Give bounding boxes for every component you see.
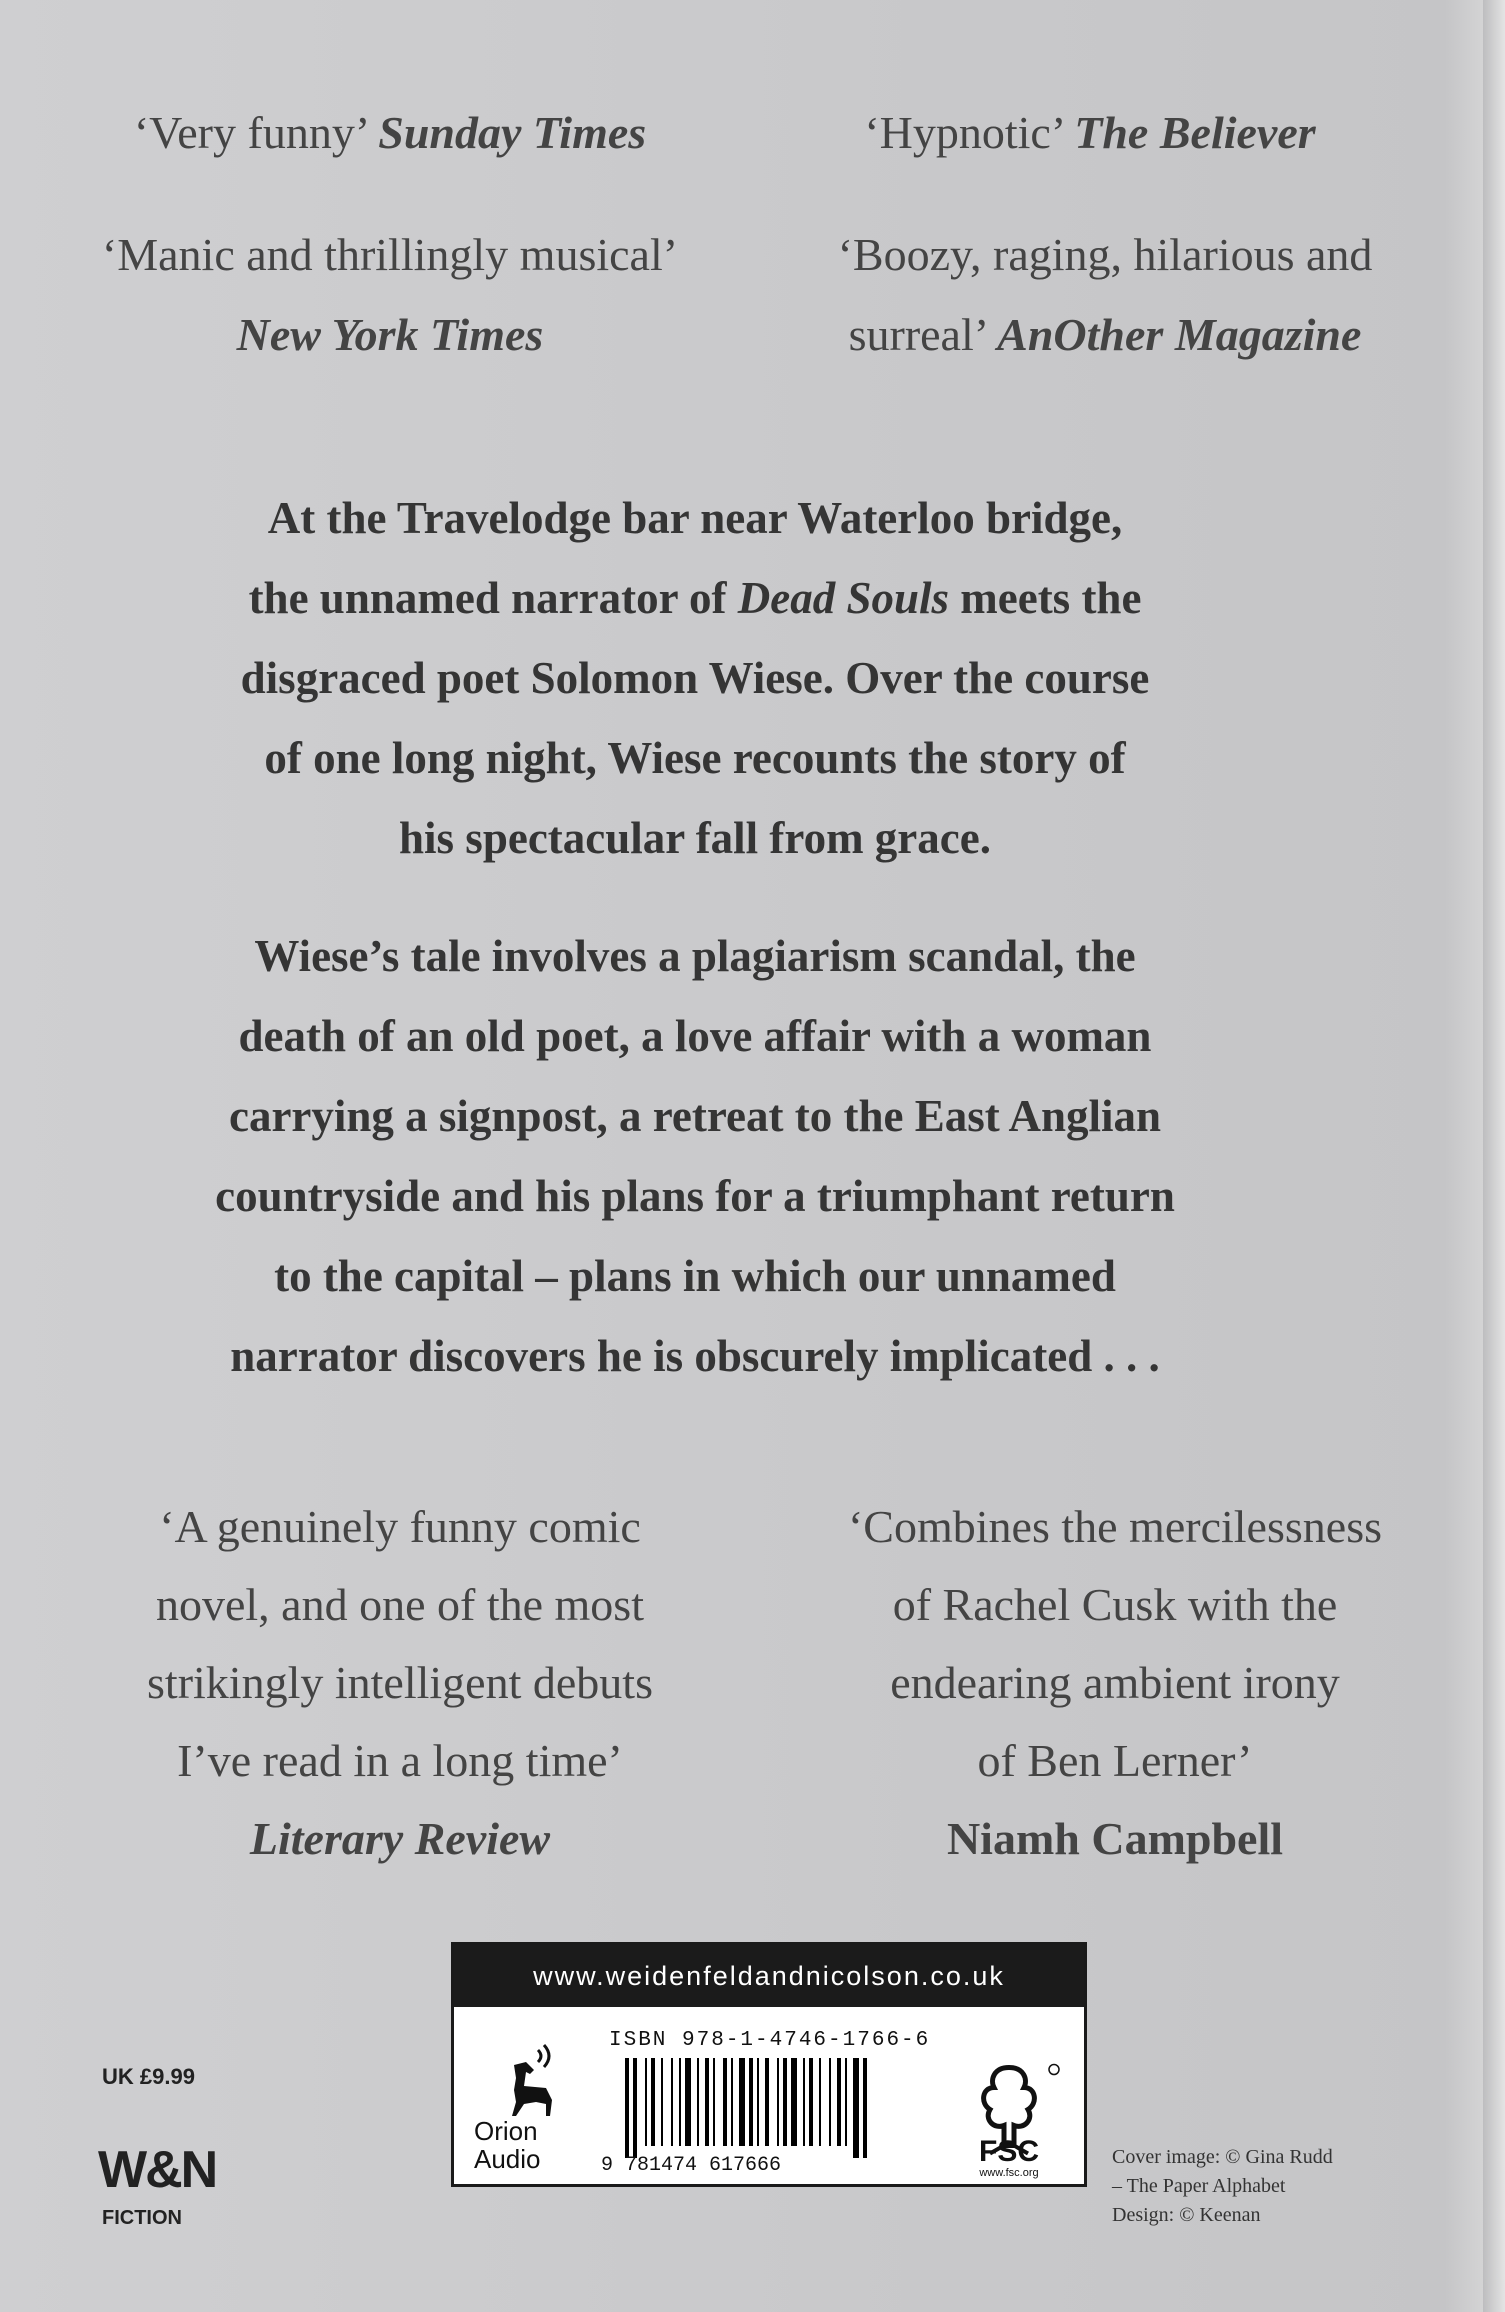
book-title: Dead Souls [737, 573, 950, 623]
barcode-bar [863, 2058, 867, 2158]
barcode-bar [645, 2058, 647, 2146]
credit-line: – The Paper Alphabet [1112, 2175, 1286, 2197]
quote-line: ‘Combines the mercilessness [847, 1501, 1382, 1552]
barcode-bar [819, 2058, 821, 2146]
barcode-bar [845, 2058, 847, 2146]
quote-source: The Believer [1074, 107, 1316, 158]
blurb-line: countryside and his plans for a triumphant return [215, 1171, 1175, 1221]
credit-line: Cover image: © Gina Rudd [1112, 2146, 1333, 2168]
audio-label: Audio [474, 2144, 541, 2174]
blurb-line: Wiese’s tale involves a plagiarism scandal, the [254, 931, 1136, 981]
barcode-bar [713, 2058, 715, 2146]
quote-line: ‘A genuinely funny comic [159, 1501, 641, 1552]
barcode-bar [661, 2058, 663, 2146]
barcode-bar [723, 2058, 727, 2146]
quote-text-line: surreal’ [848, 309, 986, 360]
quote-text: ‘Very funny’ [133, 107, 367, 158]
fsc-url: www.fsc.org [979, 2167, 1039, 2179]
barcode-bar [625, 2058, 629, 2158]
barcode-bar [791, 2058, 797, 2146]
barcode [599, 2058, 939, 2176]
quote-the-believer [810, 93, 1370, 173]
barcode-bar [783, 2058, 787, 2146]
quote-source: New York Times [236, 309, 544, 360]
barcode-bar [739, 2058, 745, 2146]
barcode-bar [809, 2058, 813, 2146]
barcode-bar [685, 2058, 691, 2146]
quote-sunday-times [80, 93, 700, 173]
credit-line: Design: © Keenan [1112, 2204, 1261, 2226]
barcode-bar [749, 2058, 753, 2146]
price-label: UK £9.99 [102, 2064, 195, 2089]
barcode-bar [777, 2058, 779, 2146]
quote-line: strikingly intelligent debuts [147, 1657, 653, 1708]
blurb-line: disgraced poet Solomon Wiese. Over the course [240, 653, 1150, 703]
barcode-bar [837, 2058, 841, 2146]
genre-label: FICTION [102, 2207, 182, 2229]
quote-source: AnOther Magazine [997, 309, 1362, 360]
quote-text: ‘Hypnotic’ [864, 107, 1063, 158]
quote-line: of Ben Lerner’ [977, 1735, 1253, 1786]
blurb-line: death of an old poet, a love affair with a woman [238, 1011, 1152, 1061]
cover-edge [1483, 0, 1505, 2312]
blurb-text: the unnamed narrator of [248, 573, 727, 623]
publisher-logo: W&N [98, 2141, 217, 2199]
quote-text-line: ‘Boozy, raging, hilarious and [837, 229, 1373, 280]
fsc-label: FSC [979, 2135, 1039, 2168]
barcode-bar [853, 2058, 859, 2158]
blurb-line: to the capital – plans in which our unnamed [274, 1251, 1116, 1301]
quote-niamh-campbell [800, 1488, 1430, 1878]
quote-line: endearing ambient irony [890, 1657, 1340, 1708]
blurb-line [140, 558, 1250, 638]
blurb-line: of one long night, Wiese recounts the story of [264, 733, 1126, 783]
orion-label: Orion [474, 2116, 538, 2146]
orion-audio-label [474, 2117, 574, 2173]
quote-text: ‘Manic and thrillingly musical’ [101, 229, 679, 280]
barcode-bar [697, 2058, 699, 2146]
barcode-bar [671, 2058, 673, 2146]
barcode-bar [651, 2058, 655, 2146]
barcode-bar [829, 2058, 831, 2146]
barcode-bar [705, 2058, 709, 2146]
blurb-line: his spectacular fall from grace. [399, 813, 991, 863]
barcode-bar [803, 2058, 805, 2146]
quote-line: of Rachel Cusk with the [892, 1579, 1338, 1630]
barcode-bar [731, 2058, 733, 2146]
publisher-url[interactable]: www.weidenfeldandnicolson.co.uk [454, 1945, 1084, 2007]
quote-source: Literary Review [249, 1813, 551, 1864]
barcode-bar [633, 2058, 637, 2158]
quote-source: Niamh Campbell [946, 1813, 1284, 1864]
barcode-digits: 9 781474 617666 [601, 2154, 782, 2176]
isbn-number: ISBN 978-1-4746-1766-6 [609, 2029, 931, 2052]
blurb-paragraph-1 [140, 478, 1250, 878]
quote-literary-review [110, 1488, 690, 1878]
blurb-line: narrator discovers he is obscurely implicated . . . [230, 1331, 1160, 1381]
barcode-bar [679, 2058, 681, 2146]
blurb-text: meets the [960, 573, 1142, 623]
quote-line: I’ve read in a long time’ [177, 1735, 623, 1786]
cover-credits [1112, 2143, 1333, 2230]
quote-source: Sunday Times [378, 107, 647, 158]
blurb-paragraph-2 [140, 916, 1250, 1396]
blurb-line: At the Travelodge bar near Waterloo bridge, [267, 493, 1123, 543]
quote-another-magazine [790, 215, 1420, 375]
blurb-line: carrying a signpost, a retreat to the East Anglian [228, 1091, 1162, 1141]
barcode-bar [765, 2058, 769, 2146]
quote-new-york-times [80, 215, 700, 375]
quote-line: novel, and one of the most [155, 1579, 644, 1630]
barcode-panel [451, 1942, 1087, 2187]
barcode-bar [757, 2058, 759, 2146]
